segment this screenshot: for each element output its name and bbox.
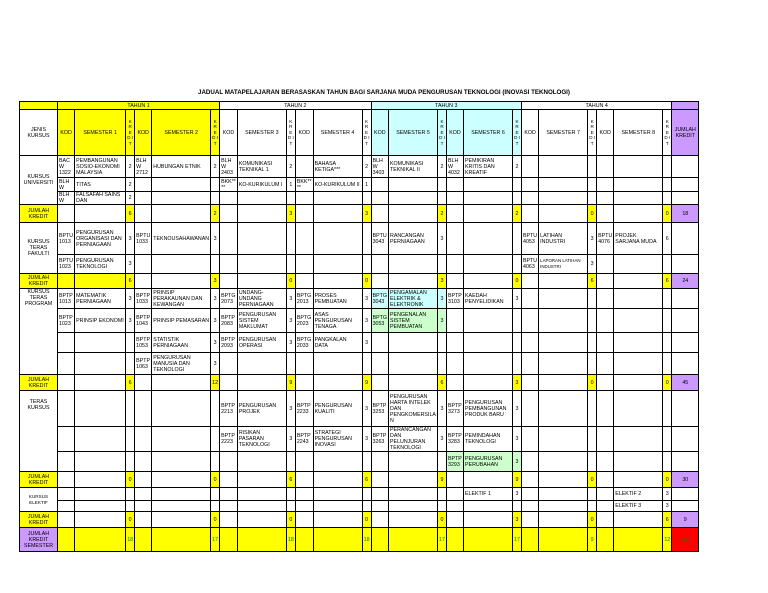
kod-header: KOD (447, 110, 464, 156)
course-code: BLH W (58, 178, 75, 192)
course-code: BPTP 3283 (447, 427, 464, 452)
course-code: BLH W (58, 192, 75, 205)
course-code: BPTU 3043 (371, 223, 388, 255)
course-credit: 3 (286, 333, 295, 353)
course-credit: 3 (211, 353, 220, 375)
course-credit: 3 (438, 427, 447, 452)
course-credit: 3 (362, 333, 371, 353)
subtotal-row (20, 375, 699, 391)
subtotal-sem-6: 2 (513, 205, 522, 223)
table-row (20, 289, 699, 309)
subtotal-sem-6: 0 (513, 274, 522, 289)
course-credit: 3 (438, 309, 447, 333)
row-label-jumlah-kredit: JUMLAH KREDIT (20, 472, 58, 488)
course-credit: 3 (286, 427, 295, 452)
kredit-header: K R E D I T (126, 110, 135, 156)
subtotal-total: 18 (672, 205, 699, 223)
course-credit: 3 (513, 427, 522, 452)
kredit-header: K R E D I T (588, 110, 597, 156)
kod-header: KOD (220, 110, 238, 156)
semester-total-7: 9 (588, 528, 597, 552)
course-name: PEMIKIRAN KRITIS DAN KREATIF (464, 156, 513, 178)
course-code: BPTU 1033 (135, 223, 152, 255)
subtotal-sem-8: 0 (663, 375, 672, 391)
course-credit: 3 (286, 309, 295, 333)
subtotal-sem-2: 3 (211, 274, 220, 289)
course-code: BKK** ** (296, 178, 312, 191)
subtotal-sem-7: 6 (588, 274, 597, 289)
course-credit: 3 (126, 255, 135, 274)
course-credit: 3 (663, 501, 672, 512)
course-name: PEMINDAHAN TEKNOLOGI (464, 427, 513, 452)
course-schedule-table (19, 101, 699, 552)
subtotal-sem-4: 0 (362, 274, 371, 289)
course-name: LAPORAN LATIHAN INDUSTRI (539, 255, 588, 274)
course-code: BPTU 4053 (522, 223, 539, 255)
subtotal-sem-8: 6 (663, 512, 672, 528)
course-name: PRINSIP PEMASARAN (152, 309, 211, 333)
course-credit: 2 (362, 156, 371, 178)
course-credit: 3 (588, 223, 597, 255)
course-credit: 3 (211, 223, 220, 255)
subtotal-sem-2: 0 (211, 472, 220, 488)
subtotal-sem-3: 9 (286, 375, 295, 391)
semester-6-header: SEMESTER 6 (464, 110, 513, 156)
course-name: KAEDAH PENYELIDIKAN (464, 289, 513, 309)
course-credit: 2 (211, 156, 220, 178)
course-credit: 1 (286, 178, 295, 192)
course-code: BPTP 3293 (447, 452, 464, 472)
year-header-row (20, 102, 699, 110)
course-name: PENGURUSAN TEKNOLOGI (75, 255, 126, 274)
course-name: PENGURUSAN PROJEK (237, 391, 286, 427)
subtotal-sem-4: 0 (362, 512, 371, 528)
subtotal-row (20, 205, 699, 223)
course-name: KOMUNIKASI TEKNIKAL 1 (237, 156, 286, 178)
subtotal-row (20, 512, 699, 528)
subtotal-sem-8: 0 (663, 472, 672, 488)
course-name: HUBUNGAN ETNIK (152, 156, 211, 178)
course-credit: 3 (362, 289, 371, 309)
course-code: BPTP 2243 (295, 427, 313, 452)
course-code: BPTP 2093 (220, 333, 238, 353)
semester-1-header: SEMESTER 1 (75, 110, 126, 156)
semester-2-header: SEMESTER 2 (152, 110, 211, 156)
course-name: PENGURUSAN ORGANISASI DAN PERNIAGAAN (75, 223, 126, 255)
course-name: PENGURUSAN KUALITI (313, 391, 362, 427)
course-code: BPTP 2223 (220, 427, 238, 452)
course-code: BPTG 2073 (220, 289, 238, 309)
row-label-jumlah-kredit: JUMLAH KREDIT (20, 375, 58, 391)
course-name: PROJEK SARJANA MUDA (614, 223, 663, 255)
year-1-header: TAHUN 1 (58, 102, 220, 110)
subtotal-sem-5: 0 (438, 512, 447, 528)
course-code: BPTP 1033 (135, 289, 152, 309)
subtotal-total: 45 (672, 375, 699, 391)
kod-header: KOD (295, 110, 313, 156)
semester-7-header: SEMESTER 7 (539, 110, 588, 156)
course-name: STRATEGI PENGURUSAN INOVASI (313, 427, 362, 452)
course-code: BKK** ** (221, 178, 236, 191)
semester-total-5: 17 (438, 528, 447, 552)
subtotal-sem-1: 6 (126, 375, 135, 391)
course-credit: 2 (126, 178, 135, 192)
course-code: BPTP 1043 (135, 309, 152, 333)
row-label-kursus-elektif: KURSUS ELEKTIF (20, 488, 58, 512)
table-row (20, 192, 699, 205)
course-code: BLH W 3403 (371, 156, 388, 178)
course-name: KO-KURIKULUM II (313, 178, 362, 192)
subtotal-sem-5: 3 (438, 274, 447, 289)
course-code: BLH W 2403 (220, 156, 238, 178)
course-credit: 3 (438, 223, 447, 255)
course-name: PENGURUSAN PERUBAHAN (464, 452, 513, 472)
course-code: BPTP 3103 (447, 289, 464, 309)
course-name: KOMUNIKASI TEKNIKAL II (389, 156, 438, 178)
course-credit: 3 (362, 309, 371, 333)
kredit-header: K R E D I T (362, 110, 371, 156)
course-name: FALSAFAH SAINS DAN (75, 192, 126, 205)
subtotal-sem-7: 0 (588, 472, 597, 488)
subtotal-sem-1: 6 (126, 205, 135, 223)
subtotal-sem-3: 3 (286, 205, 295, 223)
table-row (20, 353, 699, 375)
subtotal-total: 9 (672, 512, 699, 528)
course-credit: 3 (126, 223, 135, 255)
course-credit: 2 (126, 156, 135, 178)
subtotal-sem-6: 3 (513, 512, 522, 528)
table-row (20, 156, 699, 178)
course-name: PENGURUSAN HARTA INTELEK DAN PENGKOMERSILA N (389, 391, 438, 427)
course-code: BPTG 2013 (295, 289, 313, 309)
subtotal-sem-6: 3 (513, 375, 522, 391)
row-label-teras-kursus: TERAS KURSUS (20, 391, 58, 472)
kredit-header: K R E D I T (438, 110, 447, 156)
course-credit: 3 (513, 289, 522, 309)
subtotal-sem-5: 6 (438, 375, 447, 391)
table-row (20, 333, 699, 353)
course-name: PANGKALAN DATA (313, 333, 362, 353)
course-credit: 3 (438, 289, 447, 309)
kod-header: KOD (58, 110, 75, 156)
course-code: BLH W 4032 (447, 156, 464, 178)
row-label-teras-fakulti: KURSUS TERAS FAKULTI (20, 223, 58, 274)
course-credit: 6 (663, 223, 672, 255)
subtotal-sem-2: 12 (211, 375, 220, 391)
kredit-header: K R E D I T (513, 110, 522, 156)
semester-header-row (20, 110, 699, 156)
table-row (20, 309, 699, 333)
course-code: BPTP 2083 (220, 309, 238, 333)
course-name: KO-KURIKULUM I (237, 178, 286, 192)
course-name: PEMBANGUNAN SOSIO-EKONOMI MALAYSIA (75, 156, 126, 178)
course-credit: 3 (286, 289, 295, 309)
course-code: BPTU 1013 (58, 223, 75, 255)
subtotal-sem-8: 6 (663, 274, 672, 289)
row-label-jumlah-kredit: JUMLAH KREDIT (20, 205, 58, 223)
course-name: PENGURUSAN SISTEM MAKLUMAT (237, 309, 286, 333)
semester-8-header: SEMESTER 8 (614, 110, 663, 156)
jumlah-kredit-header: JUMLAH KREDIT (672, 110, 699, 156)
subtotal-sem-1: 0 (126, 512, 135, 528)
course-code: BPTG 3053 (371, 309, 388, 333)
course-name: PENGURUSAN MANUSIA DAN TEKNOLOGI (152, 353, 211, 375)
course-name: ELEKTIF 3 (614, 501, 663, 512)
kod-header: KOD (522, 110, 539, 156)
course-code: BPTG 2033 (295, 333, 313, 353)
table-row (20, 178, 699, 192)
subtotal-sem-3: 6 (286, 472, 295, 488)
subtotal-row (20, 274, 699, 289)
course-code: BPTP 3263 (371, 427, 388, 452)
course-name: BAHASA KETIGA*** (313, 156, 362, 178)
course-name: ELEKTIF 2 (614, 488, 663, 501)
course-code: BPTP 1053 (135, 333, 152, 353)
row-label-teras-program: KURSUS TERAS PROGRAM (20, 289, 58, 375)
course-code: BPTU 4076 (597, 223, 614, 255)
semester-3-header: SEMESTER 3 (237, 110, 286, 156)
semester-4-header: SEMESTER 4 (313, 110, 362, 156)
course-credit: 3 (362, 427, 371, 452)
year-3-header: TAHUN 3 (371, 102, 521, 110)
course-name: PENGURUSAN PEMBANGUNAN PRODUK BARU (464, 391, 513, 427)
course-code: BPTP 3273 (447, 391, 464, 427)
course-credit: 2 (438, 156, 447, 178)
subtotal-sem-3: 0 (286, 512, 295, 528)
course-name: RANCANGAN PERNIAGAAN (389, 223, 438, 255)
subtotal-sem-2: 2 (211, 205, 220, 223)
year-2-header: TAHUN 2 (220, 102, 371, 110)
course-credit: 2 (286, 156, 295, 178)
course-name: ASAS PENGURUSAN TENAGA (313, 309, 362, 333)
course-name: PROSES PEMBUATAN (313, 289, 362, 309)
subtotal-sem-5: 2 (438, 205, 447, 223)
subtotal-total: 30 (672, 472, 699, 488)
semester-total-2: 17 (211, 528, 220, 552)
kod-header: KOD (135, 110, 152, 156)
course-code: BPTP 1013 (58, 289, 75, 309)
row-label-kursus-universiti: KURSUS UNIVERSITI (20, 156, 58, 205)
course-credit: 3 (663, 488, 672, 501)
subtotal-sem-5: 9 (438, 472, 447, 488)
course-name: MATEMATIK PERNIAGAAN (75, 289, 126, 309)
course-credit: 1 (362, 178, 371, 192)
course-code: BPTP 2213 (220, 391, 238, 427)
course-credit: 3 (126, 289, 135, 309)
subtotal-sem-8: 0 (663, 205, 672, 223)
subtotal-sem-6: 9 (513, 472, 522, 488)
semester-5-header: SEMESTER 5 (389, 110, 438, 156)
course-credit: 2 (126, 192, 135, 205)
course-code: BAC W 1322 (58, 156, 75, 178)
table-row (20, 427, 699, 452)
row-label-jumlah-kredit: JUMLAH KREDIT (20, 512, 58, 528)
course-code: BPTU 1023 (58, 255, 75, 274)
grand-total: 126 (672, 528, 699, 552)
course-credit: 3 (513, 391, 522, 427)
kredit-header: K R E D I T (286, 110, 295, 156)
subtotal-sem-7: 0 (588, 375, 597, 391)
course-code: BLH W 2712 (135, 156, 152, 178)
course-name: TEKNOUSAHAWANAN (152, 223, 211, 255)
course-name: PRINSIP EKONOMI (75, 309, 126, 333)
kredit-header: K R E D I T (211, 110, 220, 156)
table-row (20, 223, 699, 255)
row-label-jumlah-semester: JUMLAH KREDIT SEMESTER (20, 528, 58, 552)
semester-total-6: 17 (513, 528, 522, 552)
course-credit: 3 (513, 452, 522, 472)
kod-header: KOD (371, 110, 388, 156)
subtotal-sem-1: 0 (126, 472, 135, 488)
course-name: LATIHAN INDUSTRI (539, 223, 588, 255)
subtotal-sem-1: 6 (126, 274, 135, 289)
semester-total-3: 18 (286, 528, 295, 552)
course-name: ELEKTIF 1 (464, 488, 513, 501)
course-credit: 3 (286, 391, 295, 427)
subtotal-row (20, 472, 699, 488)
semester-total-4: 18 (362, 528, 371, 552)
subtotal-sem-7: 0 (588, 512, 597, 528)
course-code: BPTG 2023 (295, 309, 313, 333)
course-name: PERANCANGAN DAN PELUNJURAN TEKNOLOGI (389, 427, 438, 452)
jenis-kursus-header: JENIS KURSUS (20, 110, 58, 156)
course-code: BPTP 1023 (58, 309, 75, 333)
course-name: STATISTIK PERNIAGAAN (152, 333, 211, 353)
course-credit: 3 (211, 309, 220, 333)
row-label-jumlah-kredit: JUMLAH KREDIT (20, 274, 58, 289)
course-name: UNDANG-UNDANG PERNIAGAAN (237, 289, 286, 309)
subtotal-sem-7: 0 (588, 205, 597, 223)
course-name: PRINSIP PERAKAUNAN DAN KEWANGAN (152, 289, 211, 309)
table-row (20, 391, 699, 427)
course-name: PENGAMALAN ELEKTRIK & ELEKTRONIK (389, 289, 438, 309)
course-code: BPTU 4063 (522, 255, 539, 274)
subtotal-sem-4: 6 (362, 472, 371, 488)
course-name: TITAS (75, 178, 126, 192)
course-credit: 3 (126, 309, 135, 333)
course-code: BPTG 3043 (371, 289, 388, 309)
course-credit: 3 (438, 391, 447, 427)
course-credit: 3 (588, 255, 597, 274)
table-row (20, 255, 699, 274)
course-name: PENGENALAN SISTEM PEMBUATAN (389, 309, 438, 333)
course-name: PENGURUSAN OPERASI (237, 333, 286, 353)
subtotal-sem-4: 3 (362, 205, 371, 223)
semester-total-row (20, 528, 699, 552)
subtotal-total: 24 (672, 274, 699, 289)
subtotal-sem-2: 0 (211, 512, 220, 528)
course-code: BPTP 1063 (135, 353, 152, 375)
kredit-header: K R E D I T (663, 110, 672, 156)
year-4-header: TAHUN 4 (522, 102, 672, 110)
table-row (20, 501, 699, 512)
course-credit: 3 (211, 333, 220, 353)
kod-header: KOD (597, 110, 614, 156)
table-row (20, 452, 699, 472)
course-code: BPTP 2233 (295, 391, 313, 427)
subtotal-sem-4: 9 (362, 375, 371, 391)
course-name: RISIKAN PASARAN TEKNOLOGI (237, 427, 286, 452)
course-credit: 3 (362, 391, 371, 427)
semester-total-1: 18 (126, 528, 135, 552)
page-title: JADUAL MATAPELAJARAN BERASASKAN TAHUN BAGI SARJANA MUDA PENGURUSAN TEKNOLOGI (INOVASI TEKNOLOGI) (198, 89, 570, 96)
course-credit: 3 (211, 289, 220, 309)
course-code: BPTP 3253 (371, 391, 388, 427)
table-row (20, 488, 699, 501)
course-credit: 2 (513, 156, 522, 178)
semester-total-8: 12 (663, 528, 672, 552)
course-credit: 3 (513, 488, 522, 501)
subtotal-sem-3: 0 (286, 274, 295, 289)
